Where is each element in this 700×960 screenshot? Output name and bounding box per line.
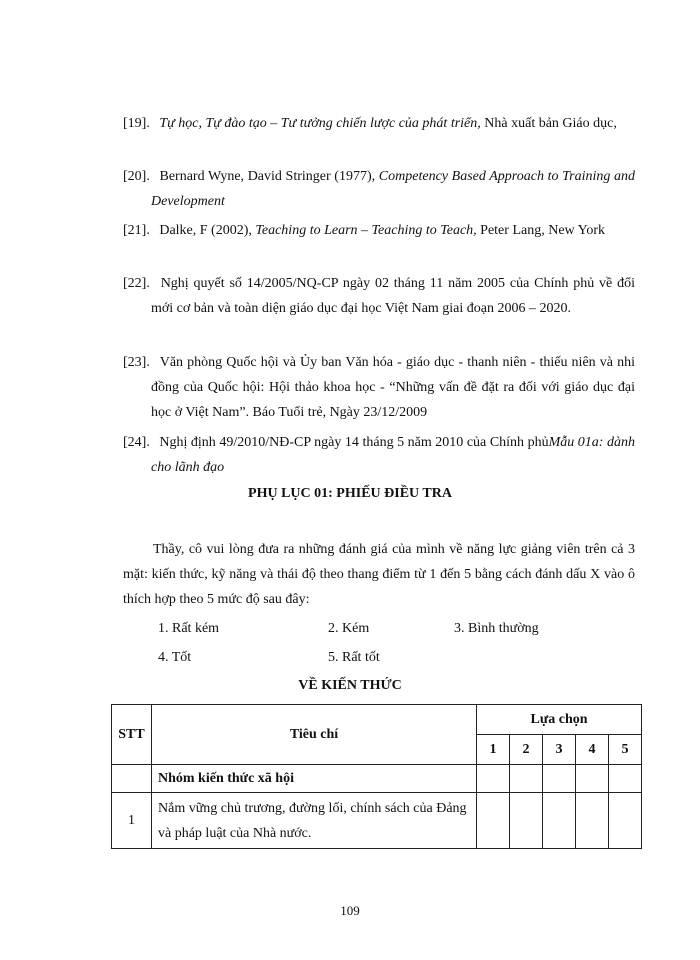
reference-20 [123,164,635,214]
option-5: 5. Rất tốt [328,650,380,665]
ref-number: [20]. [123,169,150,184]
checkbox-cell[interactable] [510,793,543,849]
table-row [112,793,642,849]
checkbox-cell[interactable] [576,765,609,793]
ref-text: Văn phòng Quốc hội và Ủy ban Văn hóa - giáo dục - thanh niên - thiếu niên và nhi đồng của Quốc hội: Hội thảo khoa học - “Những vấn đề đặt ra đối với giáo dục đại học ở Việt Nam”. Báo Tuổi trẻ, Ngày 23/12/2009 [151,355,636,420]
ref-number: [22]. [123,276,150,291]
intro-paragraph: Thầy, cô vui lòng đưa ra những đánh giá của mình về năng lực giảng viên trên cả 3 mặt: kiến thức, kỹ năng và thái độ theo thang điểm từ 1 đến 5 bằng cách đánh dấu X vào ô thích hợp theo 5 mức độ sau đây: [123,542,635,607]
survey-table [111,704,642,849]
scale-1: 1 [477,735,510,765]
ref-title: Competency Based Approach to Training and Development [151,169,636,209]
scale-2: 2 [510,735,543,765]
ref-text: Nghị định 49/2010/NĐ-CP ngày 14 tháng 5 năm 2010 của Chính phủ [159,435,549,450]
header-stt: STT [112,705,152,765]
ref-publisher: Peter Lang, New York [476,223,605,238]
header-choice: Lựa chọn [477,705,642,735]
checkbox-cell[interactable] [543,793,576,849]
form-label: Mẫu 01a: dành cho lãnh đạo [151,435,636,475]
ref-title: Teaching to Learn – Teaching to Teach, [255,223,477,238]
row-stt: 1 [112,793,152,849]
table-row [112,765,642,793]
header-criteria: Tiêu chí [152,705,477,765]
option-3: 3. Bình thường [454,621,539,636]
scale-3: 3 [543,735,576,765]
ref-number: [19]. [123,116,150,131]
checkbox-cell[interactable] [609,793,642,849]
reference-24 [123,430,635,480]
checkbox-cell[interactable] [477,793,510,849]
checkbox-cell[interactable] [609,765,642,793]
option-2: 2. Kém [328,621,370,636]
section-title: VỀ KIẾN THỨC [298,678,402,693]
option-4: 4. Tốt [158,650,192,665]
checkbox-cell[interactable] [543,765,576,793]
checkbox-cell[interactable] [477,765,510,793]
ref-number: [21]. [123,223,150,238]
ref-authors: Dalke, F (2002), [159,223,256,238]
reference-19 [123,111,635,136]
reference-23 [123,350,635,425]
ref-text: Nghị quyết số 14/2005/NQ-CP ngày 02 tháng 11 năm 2005 của Chính phủ về đổi mới cơ bản và toàn diện giáo dục đại học Việt Nam giai đoạn 2006 – 2020. [151,276,636,316]
reference-21 [123,218,635,243]
ref-authors: Bernard Wyne, David Stringer (1977), [159,169,379,184]
scale-4: 4 [576,735,609,765]
reference-22 [123,271,635,321]
criteria-text: Nắm vững chủ trương, đường lối, chính sách của Đảng và pháp luật của Nhà nước. [152,793,477,849]
ref-number: [24]. [123,435,150,450]
checkbox-cell[interactable] [510,765,543,793]
ref-publisher: Nhà xuất bản Giáo dục, [480,116,617,131]
group-label: Nhóm kiến thức xã hội [152,765,477,793]
appendix-title: PHỤ LỤC 01: PHIẾU ĐIỀU TRA [248,486,452,501]
ref-number: [23]. [123,355,150,370]
option-1: 1. Rất kém [158,621,220,636]
ref-title: Tự học, Tự đào tạo – Tư tưởng chiến lược của phát triển, [159,116,481,131]
page-number: 109 [340,903,360,918]
scale-5: 5 [609,735,642,765]
checkbox-cell[interactable] [576,793,609,849]
